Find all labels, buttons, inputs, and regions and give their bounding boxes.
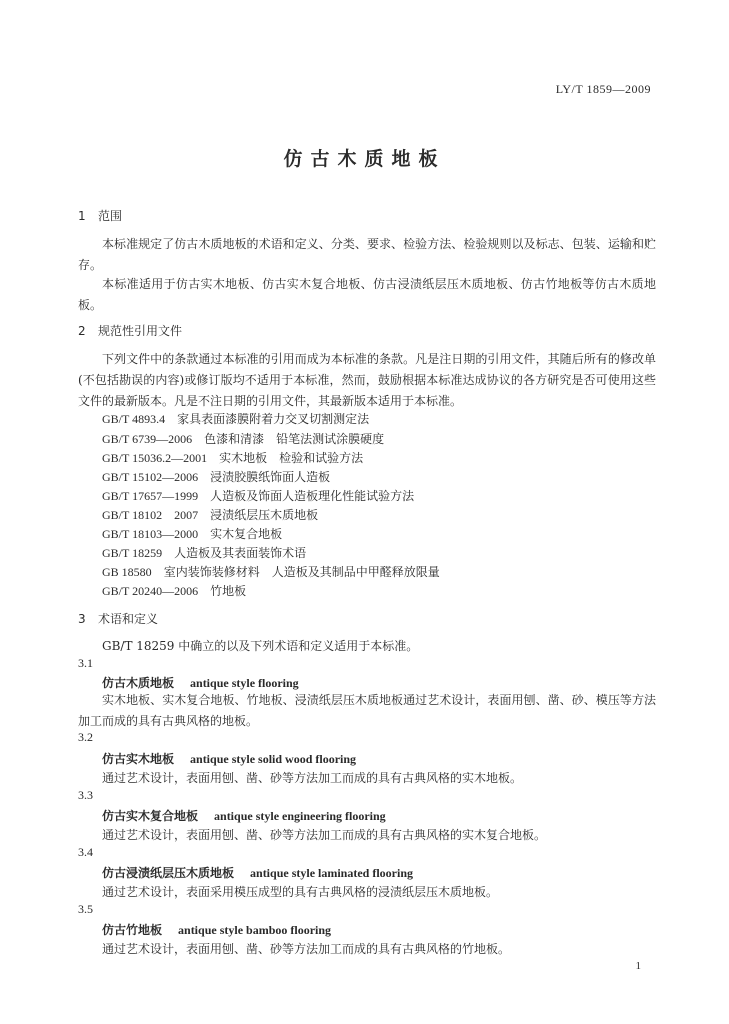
- term-definition: 通过艺术设计，表面用刨、凿、砂等方法加工而成的具有古典风格的实木复合地板。: [102, 828, 547, 842]
- reference-item: [102, 525, 282, 542]
- section-title: 术语和定义: [98, 612, 159, 626]
- term-definition: 通过艺术设计，表面采用模压成型的具有古典风格的浸渍纸层压木质地板。: [102, 885, 499, 899]
- paragraph: 本标准适用于仿古实木地板、仿古实木复合地板、仿古浸渍纸层压木质地板、仿古竹地板等仿古木质地板。: [78, 277, 656, 312]
- reference-code: GB 18580: [102, 565, 152, 579]
- term-number: 3.4: [78, 845, 93, 859]
- term-title: [102, 674, 299, 691]
- reference-item: [102, 468, 330, 485]
- term-title: [102, 864, 413, 881]
- section-number: 2: [78, 324, 86, 338]
- section-heading-terms-and-definitions: [78, 610, 158, 627]
- term-en: antique style solid wood flooring: [190, 752, 357, 766]
- term-number: 3.3: [78, 788, 93, 802]
- reference-item: [102, 582, 246, 599]
- reference-item: [102, 410, 369, 427]
- standard-code: LY/T 1859—2009: [555, 82, 651, 96]
- document-title: 仿古木质地板: [283, 148, 446, 170]
- reference-code: GB/T 18103—2000: [102, 527, 199, 541]
- paragraph: 下列文件中的条款通过本标准的引用而成为本标准的条款。凡是注日期的引用文件，其随后所有的修改单(不包括勘误的内容)或修订版均不适用于本标准，然而，鼓励根据本标准达成协议的各方研究是否可使用这些文件的最新版本。凡是不注日期的引用文件，其最新版本适用于本标准。: [78, 352, 656, 408]
- term-number: 3.1: [78, 656, 93, 670]
- reference-name: 浸渍胶膜纸饰面人造板: [210, 470, 331, 484]
- paragraph: 本标准规定了仿古木质地板的术语和定义、分类、要求、检验方法、检验规则以及标志、包装、运输和贮存。: [78, 237, 656, 272]
- term-en: antique style laminated flooring: [250, 866, 414, 880]
- term-title: [102, 921, 331, 938]
- reference-item: [102, 563, 440, 580]
- reference-code: GB/T 15102—2006: [102, 470, 199, 484]
- section-heading-scope: [78, 207, 122, 224]
- term-definition: 通过艺术设计，表面用刨、凿、砂等方法加工而成的具有古典风格的实木地板。: [102, 771, 523, 785]
- section-number: 1: [78, 209, 86, 223]
- term-en: antique style flooring: [190, 676, 299, 690]
- reference-name: 家具表面漆膜附着力交叉切割测定法: [177, 412, 370, 426]
- section-title: 范围: [98, 209, 123, 223]
- reference-name: 实木复合地板: [210, 527, 283, 541]
- section-title: 规范性引用文件: [98, 324, 183, 338]
- term-cn: 仿古竹地板: [102, 923, 163, 937]
- term-definition: 通过艺术设计，表面用刨、凿、砂等方法加工而成的具有古典风格的竹地板。: [102, 942, 511, 956]
- reference-code: GB/T 15036.2—2001: [102, 451, 208, 465]
- term-definition: 实木地板、实木复合地板、竹地板、浸渍纸层压木质地板通过艺术设计，表面用刨、凿、砂、模压等方法加工而成的具有古典风格的地板。: [78, 693, 656, 728]
- reference-code: GB/T 6739—2006: [102, 432, 193, 446]
- reference-code: GB/T 20240—2006: [102, 584, 199, 598]
- term-title: [102, 807, 386, 824]
- term-en: antique style engineering flooring: [214, 809, 386, 823]
- term-en: antique style bamboo flooring: [178, 923, 332, 937]
- reference-item: [102, 487, 414, 504]
- section-intro: GB/T 18259 中确立的以及下列术语和定义适用于本标准。: [102, 639, 419, 653]
- term-cn: 仿古实木地板: [102, 752, 175, 766]
- term-cn: 仿古实木复合地板: [102, 809, 199, 823]
- page-number: 1: [635, 960, 641, 972]
- reference-code: GB/T 18102 2007: [102, 508, 199, 522]
- reference-name: 竹地板: [210, 584, 247, 598]
- reference-name: 色漆和清漆 铅笔法测试涂膜硬度: [204, 432, 385, 446]
- reference-name: 室内装饰装修材料 人造板及其制品中甲醛释放限量: [163, 565, 440, 579]
- reference-name: 人造板及饰面人造板理化性能试验方法: [210, 489, 415, 503]
- reference-name: 实木地板 检验和试验方法: [219, 451, 364, 465]
- reference-item: [102, 506, 318, 523]
- section-number: 3: [78, 612, 86, 626]
- reference-item: [102, 430, 384, 447]
- term-number: 3.2: [78, 730, 93, 744]
- reference-item: [102, 544, 306, 561]
- section-heading-normative-references: [78, 322, 182, 339]
- reference-code: GB/T 17657—1999: [102, 489, 199, 503]
- reference-item: [102, 449, 363, 466]
- reference-code: GB/T 18259: [102, 546, 163, 560]
- term-number: 3.5: [78, 902, 93, 916]
- reference-code: GB/T 4893.4: [102, 412, 166, 426]
- term-cn: 仿古木质地板: [102, 676, 175, 690]
- reference-name: 人造板及其表面装饰术语: [174, 546, 307, 560]
- term-title: [102, 750, 356, 767]
- term-cn: 仿古浸渍纸层压木质地板: [102, 866, 235, 880]
- reference-name: 浸渍纸层压木质地板: [210, 508, 319, 522]
